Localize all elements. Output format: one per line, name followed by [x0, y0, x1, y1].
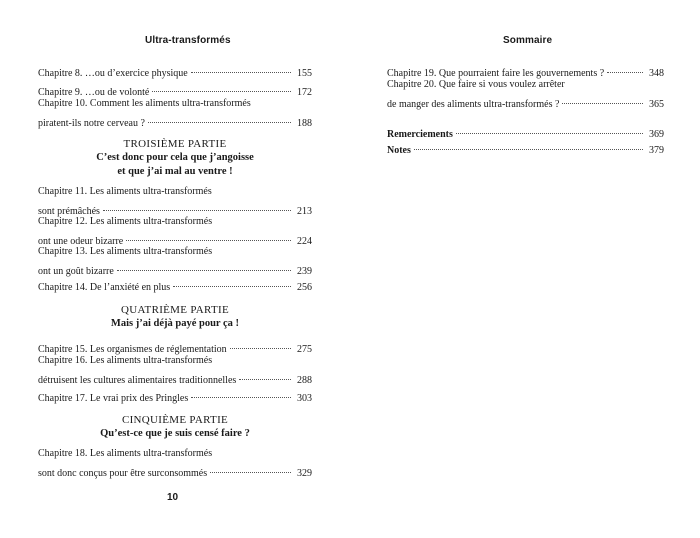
toc-entry-title: Chapitre 8. …ou d’exercice physique	[38, 68, 188, 79]
toc-page-number: 213	[297, 206, 312, 217]
toc-entry-ch20[interactable]	[387, 78, 664, 112]
toc-page-number: 379	[649, 145, 664, 156]
toc-page-number: 348	[649, 68, 664, 79]
part-title: CINQUIÈME PARTIE	[121, 414, 229, 426]
part-title: TROISIÈME PARTIE	[123, 138, 227, 150]
toc-entry-title: Chapitre 14. De l’anxiété en plus	[38, 282, 171, 293]
toc-entry-title-cont: détruisent les cultures alimentaires traditionnelles	[38, 375, 237, 386]
leader-dots	[230, 334, 291, 349]
toc-page-number: 224	[297, 236, 312, 247]
right-page	[350, 0, 700, 538]
toc-entry-title: Chapitre 17. Le vrai prix des Pringles	[38, 393, 189, 404]
toc-entry-title: Chapitre 11. Les aliments ultra-transformés	[38, 186, 212, 197]
toc-entry-ch18[interactable]	[38, 447, 312, 481]
toc-page-number: 288	[297, 375, 312, 386]
leader-dots	[210, 458, 291, 473]
part-subtitle: et que j’ai mal au ventre !	[117, 166, 233, 177]
toc-page-number: 369	[649, 129, 664, 140]
leader-dots	[117, 256, 291, 271]
toc-entry-notes[interactable]	[387, 138, 664, 158]
toc-entry-ch11[interactable]	[38, 185, 312, 219]
leader-dots	[239, 365, 291, 380]
toc-entry-title: Chapitre 13. Les aliments ultra-transformés	[38, 246, 213, 257]
toc-entry-title: Chapitre 16. Les aliments ultra-transformés	[38, 355, 213, 366]
toc-entry-title-cont: sont donc conçus pour être surconsommés	[38, 468, 208, 479]
part-heading-5	[38, 413, 312, 441]
leader-dots	[191, 58, 291, 73]
toc-entry-ch17[interactable]	[38, 386, 312, 406]
part-heading-3	[38, 137, 312, 179]
toc-entry-ch10[interactable]	[38, 97, 312, 131]
part-subtitle: Mais j’ai déjà payé pour ça !	[110, 318, 240, 329]
toc-entry-title-cont: de manger des aliments ultra-transformés ?	[387, 99, 560, 110]
leader-dots	[103, 196, 291, 211]
toc-entry-title: Remerciements	[387, 129, 453, 140]
running-head-left: Ultra-transformés	[145, 35, 231, 46]
leader-dots	[191, 383, 291, 398]
toc-page-number: 172	[297, 87, 312, 98]
leader-dots	[148, 108, 291, 123]
toc-entry-ch12[interactable]	[38, 215, 312, 249]
part-subtitle: Qu’est-ce que je suis censé faire ?	[100, 428, 250, 439]
leader-dots	[414, 135, 643, 150]
toc-entry-title: Chapitre 19. Que pourraient faire les gouvernements ?	[387, 68, 605, 79]
toc-page-number: 365	[649, 99, 664, 110]
leader-dots	[126, 226, 291, 241]
part-heading-4	[38, 303, 312, 331]
toc-entry-title: Chapitre 10. Comment les aliments ultra-transformés	[38, 98, 251, 109]
leader-dots	[456, 119, 643, 134]
running-head-right: Sommaire	[503, 35, 553, 46]
toc-entry-title: Chapitre 9. …ou de volonté	[38, 87, 150, 98]
toc-page-number: 239	[297, 266, 312, 277]
toc-entry-title: Chapitre 15. Les organismes de réglementation	[38, 344, 227, 355]
toc-entry-title: Chapitre 18. Les aliments ultra-transformés	[38, 448, 213, 459]
toc-entry-title-cont: piratent-ils notre cerveau ?	[38, 118, 145, 129]
part-title: QUATRIÈME PARTIE	[121, 304, 229, 316]
toc-entry-title-cont: ont un goût bizarre	[38, 266, 114, 277]
toc-page-number: 329	[297, 468, 312, 479]
toc-entry-title-cont: sont prémâchés	[38, 206, 100, 217]
toc-entry-title-cont: ont une odeur bizarre	[38, 236, 124, 247]
toc-entry-title: Chapitre 20. Que faire si vous voulez arrêter	[387, 79, 565, 90]
part-subtitle: C’est donc pour cela que j’angoisse	[96, 152, 254, 163]
toc-page-number: 275	[297, 344, 312, 355]
leader-dots	[562, 89, 643, 104]
page-number-folio: 10	[167, 492, 179, 503]
toc-entry-ch14[interactable]	[38, 275, 312, 295]
leader-dots	[607, 58, 643, 73]
leader-dots	[173, 272, 291, 287]
toc-page-number: 256	[297, 282, 312, 293]
leader-dots	[152, 77, 291, 92]
toc-page-number: 188	[297, 118, 312, 129]
toc-page-number: 155	[297, 68, 312, 79]
toc-entry-title: Chapitre 12. Les aliments ultra-transformés	[38, 216, 213, 227]
toc-entry-title: Notes	[387, 145, 411, 156]
toc-page-number: 303	[297, 393, 312, 404]
